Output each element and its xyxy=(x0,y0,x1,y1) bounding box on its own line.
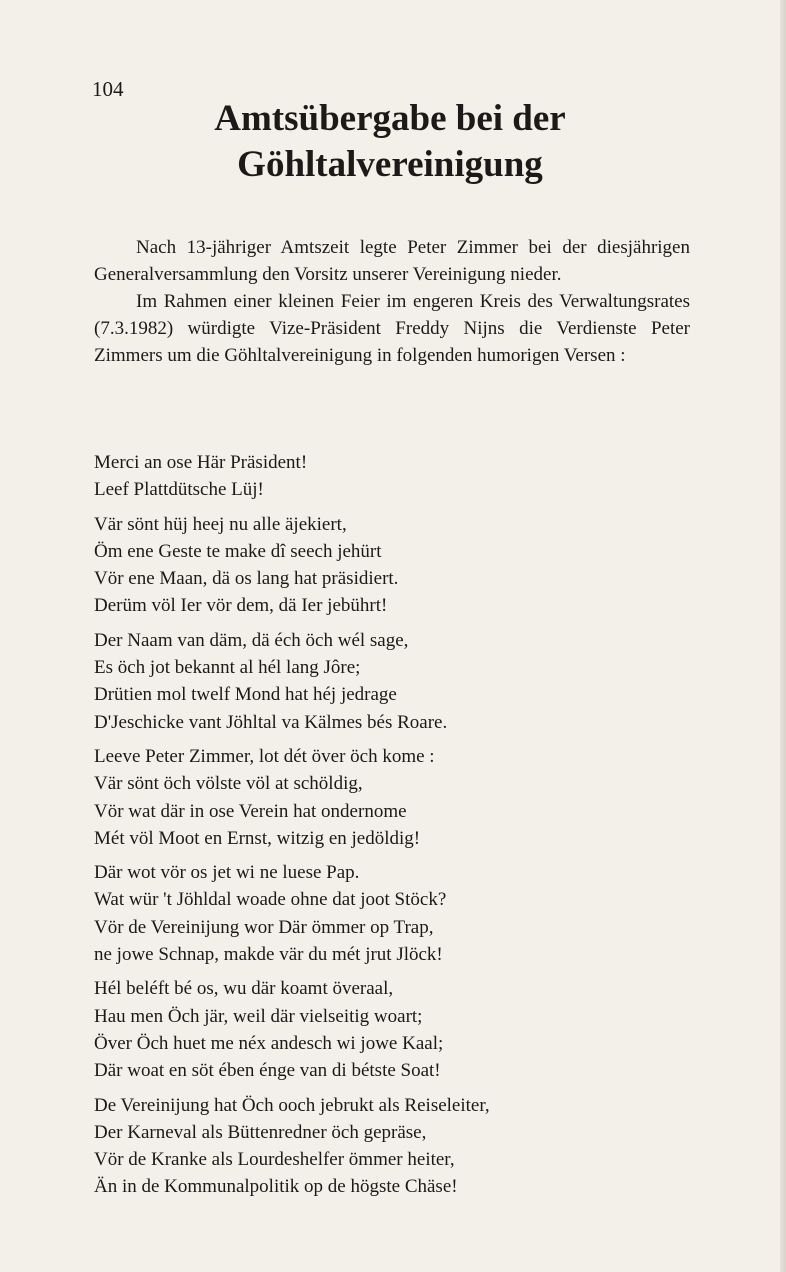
verse-line: De Vereinijung hat Öch ooch jebrukt als Reiseleiter, xyxy=(94,1094,490,1116)
intro-text xyxy=(94,234,690,369)
verse-line: Öm ene Geste te make dî seech jehürt xyxy=(94,540,382,562)
verse-line: Hél beléft bé os, wu där koamt överaal, xyxy=(94,978,394,1000)
poem-stanza xyxy=(94,449,694,504)
title-line-1: Amtsübergabe bei der xyxy=(214,98,566,139)
poem xyxy=(94,449,694,1208)
verse-line: Över Öch huet me néx andesch wi jowe Kaal; xyxy=(94,1032,444,1054)
poem-stanza xyxy=(94,627,694,736)
verse-line: Hau men Öch jär, weil där vielseitig woart; xyxy=(94,1005,423,1027)
page-number: 104 xyxy=(92,77,124,101)
verse-line: Än in de Kommunalpolitik op de högste Chäse! xyxy=(94,1176,458,1198)
poem-stanza xyxy=(94,511,694,620)
verse-line: Vör wat där in ose Verein hat ondernome xyxy=(94,800,407,822)
verse-line: Vör de Kranke als Lourdeshelfer ömmer heiter, xyxy=(94,1149,455,1171)
verse-line: Där wot vör os jet wi ne luese Pap. xyxy=(94,862,360,884)
poem-stanza xyxy=(94,859,694,968)
verse-line: Es öch jot bekannt al hél lang Jôre; xyxy=(94,657,361,679)
title-line-2: Göhltalvereinigung xyxy=(237,144,543,185)
poem-stanza xyxy=(94,743,694,852)
verse-line: Vör ene Maan, dä os lang hat präsidiert. xyxy=(94,568,399,590)
poem-stanza xyxy=(94,975,694,1084)
verse-line: Der Karneval als Büttenredner öch gepräse, xyxy=(94,1121,427,1143)
verse-line: Leeve Peter Zimmer, lot dét över öch kome : xyxy=(94,745,435,767)
verse-line: Derüm völ Ier vör dem, dä Ier jebührt! xyxy=(94,595,388,617)
verse-line: Merci an ose Här Präsident! xyxy=(94,452,308,473)
verse-line: Leef Plattdütsche Lüj! xyxy=(94,479,264,501)
intro-paragraph-2: Im Rahmen einer kleinen Feier im engeren Kreis des Verwaltungsrates (7.3.1982) würdigte Vize-Präsident Freddy Nijns die Verdienste Peter Zimmers um die Göhltalvereinigung in folgenden humorigen Versen : xyxy=(94,291,690,366)
poem-stanza xyxy=(94,1092,694,1201)
verse-line: Vär sönt hüj heej nu alle äjekiert, xyxy=(94,513,347,535)
verse-line: Wat wür 't Jöhldal woade ohne dat joot Stöck? xyxy=(94,889,447,911)
verse-line: ne jowe Schnap, makde vär du mét jrut Jlöck! xyxy=(94,944,443,966)
intro-paragraph-1: Nach 13-jähriger Amtszeit legte Peter Zimmer bei der diesjährigen Generalversammlung den Vorsitz unserer Vereinigung nieder. xyxy=(94,237,690,285)
verse-line: Där woat en söt ében énge van di bétste Soat! xyxy=(94,1060,441,1082)
verse-line: Der Naam van däm, dä éch öch wél sage, xyxy=(94,629,409,651)
verse-line: Drütien mol twelf Mond hat héj jedrage xyxy=(94,684,397,706)
page-edge xyxy=(780,0,786,1272)
verse-line: Vör de Vereinijung wor Där ömmer op Trap, xyxy=(94,916,434,938)
page-title xyxy=(150,96,630,188)
verse-line: Mét völ Moot en Ernst, witzig en jedöldig! xyxy=(94,827,421,849)
verse-line: Vär sönt öch völste völ at schöldig, xyxy=(94,773,363,795)
verse-line: D'Jeschicke vant Jöhltal va Kälmes bés Roare. xyxy=(94,711,448,733)
